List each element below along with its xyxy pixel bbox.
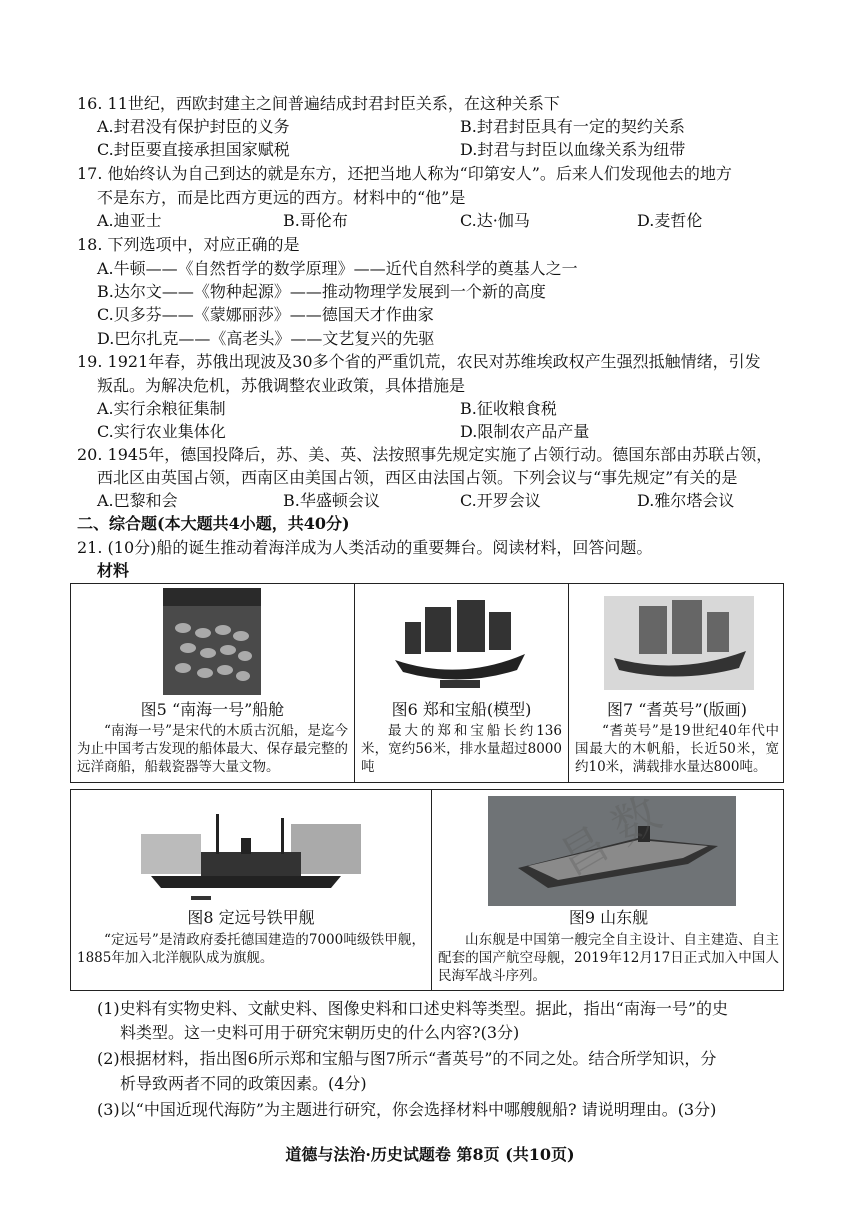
figure-6-description: 最大的郑和宝船长约136米，宽约56米，排水量超过8000吨	[361, 723, 562, 775]
figure-box-top	[70, 583, 784, 783]
q16-stem: 16. 11世纪，西欧封建主之间普遍结成封君封臣关系，在这种关系下	[77, 94, 560, 113]
q17-option-a: A.迪亚士	[97, 211, 162, 230]
q18-option-d: D.巴尔扎克——《高老头》——文艺复兴的先驱	[97, 329, 435, 348]
section-2-heading: 二、综合题(本大题共4小题，共40分)	[77, 514, 350, 533]
q19-stem-line1: 19. 1921年春，苏俄出现波及30多个省的严重饥荒，农民对苏维埃政权产生强烈抵触情绪，引发	[77, 352, 761, 371]
q18-option-c: C.贝多芬——《蒙娜丽莎》——德国天才作曲家	[97, 305, 434, 324]
figure-6	[354, 584, 568, 782]
q20-option-d: D.雅尔塔会议	[637, 491, 735, 510]
q16-option-a: A.封君没有保护封臣的义务	[97, 117, 290, 136]
watermark: 昌 数	[550, 785, 670, 886]
figure-box-bottom	[70, 789, 784, 991]
figure-8-caption: 图8 定远号铁甲舰	[187, 908, 315, 927]
figure-9-caption: 图9 山东舰	[568, 908, 649, 927]
q18-option-a: A.牛顿——《自然哲学的数学原理》——近代自然科学的奠基人之一	[97, 259, 578, 278]
q21-sub2-line1: (2)根据材料，指出图6所示郑和宝船与图7所示“耆英号”的不同之处。结合所学知识，分	[97, 1049, 717, 1068]
q20-option-a: A.巴黎和会	[97, 491, 178, 510]
q20-stem-line1: 20. 1945年，德国投降后，苏、美、英、法按照事先规定实施了占领行动。德国东部由苏联占领，	[77, 445, 773, 464]
q16-option-b: B.封君封臣具有一定的契约关系	[460, 117, 685, 136]
q20-stem-line2: 西北区由英国占领，西南区由美国占领，西区由法国占领。下列会议与“事先规定”有关的是	[97, 468, 738, 487]
q17-stem-line1: 17. 他始终认为自己到达的就是东方，还把当地人称为“印第安人”。后来人们发现他去的地方	[77, 164, 732, 183]
q17-stem-line2: 不是东方，而是比西方更远的西方。材料中的“他”是	[97, 188, 466, 207]
dingyuan-ironclad-image	[141, 804, 361, 904]
zhenghe-treasure-ship-image	[385, 592, 535, 692]
material-label: 材料	[97, 561, 130, 580]
q21-stem: 21. (10分)船的诞生推动着海洋成为人类活动的重要舞台。阅读材料，回答问题。	[77, 538, 653, 557]
figure-5-caption: 图5 “南海一号”船舱	[140, 700, 285, 719]
figure-7-caption: 图7 “耆英号”(版画)	[606, 700, 748, 719]
q19-option-d: D.限制农产品产量	[460, 422, 590, 441]
q18-option-b: B.达尔文——《物种起源》——推动物理学发展到一个新的高度	[97, 282, 546, 301]
q19-option-b: B.征收粮食税	[460, 399, 557, 418]
q19-stem-line2: 叛乱。为解决危机，苏俄调整农业政策，具体措施是	[97, 376, 466, 395]
figure-8-description: “定远号”是清政府委托德国建造的7000吨级铁甲舰，1885年加入北洋舰队成为旗舰。	[77, 932, 425, 966]
figure-6-caption: 图6 郑和宝船(模型)	[391, 700, 532, 719]
figure-7-description: “耆英号”是19世纪40年代中国最大的木帆船，长近50米，宽约10米，满载排水量达800吨。	[575, 723, 779, 775]
q16-option-c: C.封臣要直接承担国家赋税	[97, 140, 290, 159]
figure-9-description: 山东舰是中国第一艘完全自主设计、自主建造、自主配套的国产航空母舰，2019年12月17日正式加入中国人民海军战斗序列。	[438, 932, 779, 984]
figure-5-description: “南海一号”是宋代的木质古沉船，是迄今为止中国考古发现的船体最大、保存最完整的远洋商船，船载瓷器等大量文物。	[77, 723, 348, 775]
q21-sub2-line2: 析导致两者不同的政策因素。(4分)	[120, 1074, 367, 1093]
q21-sub1-line1: (1)史料有实物史料、文献史料、图像史料和口述史料等类型。据此，指出“南海一号”的史	[97, 999, 729, 1018]
q17-option-c: C.达·伽马	[460, 211, 530, 230]
q19-option-c: C.实行农业集体化	[97, 422, 226, 441]
q20-option-b: B.华盛顿会议	[283, 491, 380, 510]
qiying-junk-print-image	[604, 596, 754, 690]
figure-5	[71, 584, 354, 782]
q20-option-c: C.开罗会议	[460, 491, 541, 510]
q17-option-d: D.麦哲伦	[637, 211, 703, 230]
q21-sub3: (3)以“中国近现代海防”为主题进行研究，你会选择材料中哪艘舰船? 请说明理由。(3分)	[97, 1100, 717, 1119]
q21-sub1-line2: 料类型。这一史料可用于研究宋朝历史的什么内容?(3分)	[120, 1023, 520, 1042]
figure-7	[568, 584, 785, 782]
q18-stem: 18. 下列选项中，对应正确的是	[77, 235, 300, 254]
q19-option-a: A.实行余粮征集制	[97, 399, 226, 418]
q16-option-d: D.封君与封臣以血缘关系为纽带	[460, 140, 686, 159]
figure-8	[71, 790, 431, 990]
q17-option-b: B.哥伦布	[283, 211, 348, 230]
nanhai-ship-hold-image	[163, 588, 261, 695]
page-footer: 道德与法治·历史试题卷 第8页 (共10页)	[285, 1145, 575, 1164]
